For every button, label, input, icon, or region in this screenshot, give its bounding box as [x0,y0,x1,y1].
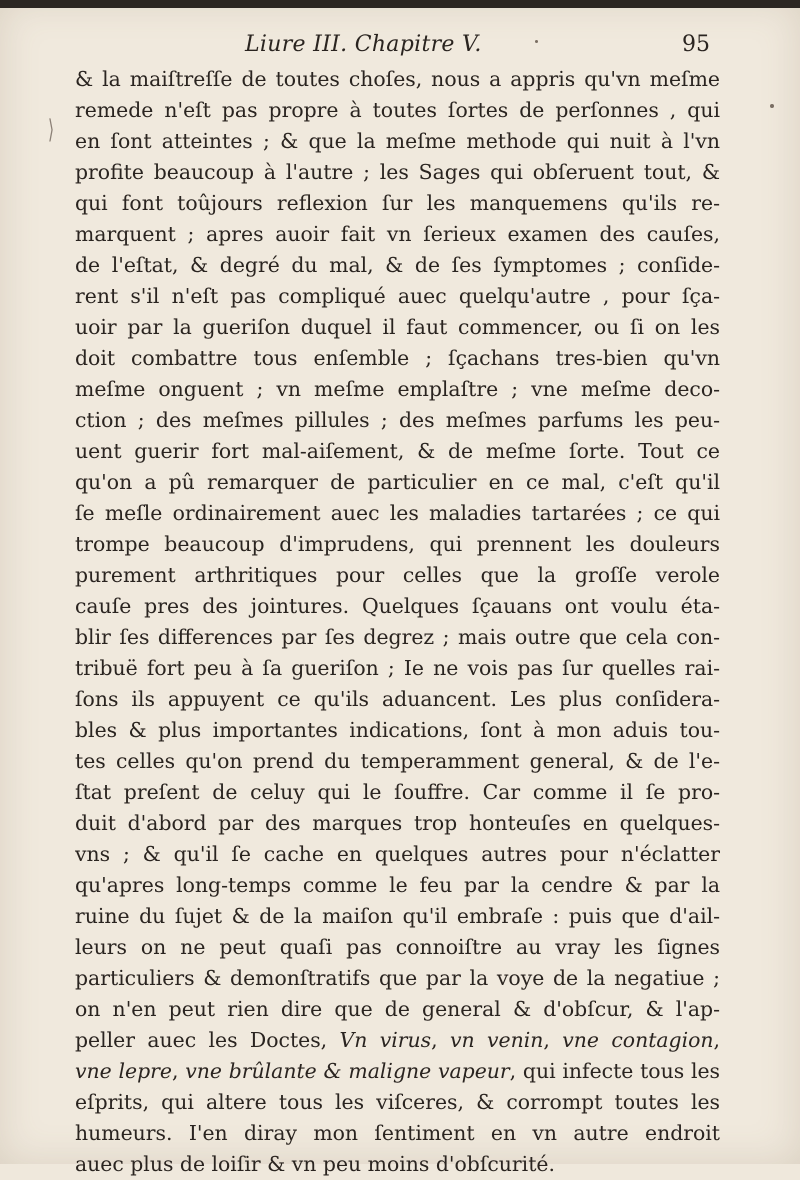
text-line [75,622,720,653]
text-segment: qu'on a pû remarquer de particulier en ce mal, c'eſt qu'il [75,470,720,494]
italic-phrase: vne contagion [562,1028,714,1052]
text-segment: on n'en peut rien dire que de general & d'obſcur, & l'ap- [75,997,720,1021]
text-line [75,1149,720,1180]
text-line [75,281,720,312]
text-line [75,653,720,684]
text-segment: , [171,1059,186,1083]
ink-speck [770,104,774,108]
text-segment: qui font toûjours reflexion ſur les manquemens qu'ils re- [75,191,720,215]
text-segment: humeurs. I'en diray mon ſentiment en vn autre endroit [75,1121,720,1145]
text-segment: trompe beaucoup d'imprudens, qui prennent les douleurs [75,532,720,556]
text-segment: uent guerir fort mal-aiſement, & de meſme ſorte. Tout ce [75,439,720,463]
text-segment: qu'apres long-temps comme le feu par la cendre & par la [75,873,720,897]
text-segment: peller auec les Doctes, [75,1028,340,1052]
text-segment: eſprits, qui altere tous les viſceres, & corrompt toutes les [75,1090,720,1114]
text-segment: , [713,1028,720,1052]
text-segment: meſme onguent ; vn meſme emplaſtre ; vne meſme deco- [75,377,720,401]
text-line [75,467,720,498]
ink-speck [535,40,538,43]
text-segment: doit combattre tous enſemble ; ſçachans tres-bien qu'vn [75,346,720,370]
text-line [75,343,720,374]
text-segment: marquent ; apres auoir fait vn ſerieux examen des cauſes, [75,222,720,246]
text-segment: bles & plus importantes indications, ſont à mon aduis tou- [75,718,720,742]
page-number: 95 [682,32,710,57]
text-segment: , [543,1028,563,1052]
text-line [75,250,720,281]
text-line [75,405,720,436]
text-line [75,219,720,250]
text-segment: blir ſes differences par ſes degrez ; mais outre que cela con- [75,625,720,649]
text-line [75,1056,720,1087]
text-segment: de l'eſtat, & degré du mal, & de ſes ſymptomes ; conſide- [75,253,720,277]
text-segment: vns ; & qu'il ſe cache en quelques autres pour n'éclatter [75,842,720,866]
text-segment: ruine du ſujet & de la maiſon qu'il embraſe : puis que d'ail- [75,904,720,928]
text-segment: , qui infecte tous les [509,1059,720,1083]
margin-bracket-mark: ⟩ [48,115,55,145]
text-segment: purement arthritiques pour celles que la groſſe verole [75,563,720,587]
text-segment: uoir par la gueriſon duquel il faut commencer, ou ſi on les [75,315,720,339]
text-line [75,870,720,901]
text-line [75,1025,720,1056]
text-line [75,839,720,870]
text-segment: remede n'eſt pas propre à toutes ſortes de perſonnes , qui [75,98,720,122]
text-line [75,1118,720,1149]
text-segment: tes celles qu'on prend du temperamment general, & de l'e- [75,749,720,773]
italic-phrase: vne lepre [75,1059,172,1083]
body-text [75,64,720,1180]
text-line [75,777,720,808]
text-line [75,591,720,622]
text-line [75,901,720,932]
text-line [75,932,720,963]
text-line [75,436,720,467]
text-segment: & la maiſtreſſe de toutes choſes, nous a appris qu'vn meſme [75,67,720,91]
text-segment: duit d'abord par des marques trop honteuſes en quelques- [75,811,720,835]
text-line [75,529,720,560]
text-line [75,994,720,1025]
text-segment: , [431,1028,451,1052]
page-top-edge [0,0,800,8]
italic-phrase: vn venin [450,1028,544,1052]
text-line [75,684,720,715]
text-segment: ſons ils appuyent ce qu'ils aduancent. Les plus conſidera- [75,687,720,711]
text-line [75,157,720,188]
running-head [0,30,800,64]
text-line [75,715,720,746]
text-line [75,808,720,839]
text-line [75,1087,720,1118]
text-line [75,963,720,994]
text-line [75,560,720,591]
text-line [75,64,720,95]
text-line [75,374,720,405]
text-segment: en ſont atteintes ; & que la meſme methode qui nuit à l'vn [75,129,720,153]
italic-phrase: Vn virus [339,1028,432,1052]
text-segment: particuliers & demonſtratifs que par la voye de la negatiue ; [75,966,720,990]
text-line [75,746,720,777]
text-segment: ction ; des meſmes pillules ; des meſmes parfums les peu- [75,408,720,432]
text-line [75,312,720,343]
text-segment: profite beaucoup à l'autre ; les Sages qui obſeruent tout, & [75,160,720,184]
text-segment: cauſe pres des jointures. Quelques ſçauans ont voulu éta- [75,594,720,618]
text-segment: rent s'il n'eſt pas compliqué auec quelqu'autre , pour ſça- [75,284,720,308]
text-line [75,95,720,126]
text-line [75,126,720,157]
italic-phrase: vne brûlante & maligne vapeur [185,1059,510,1083]
text-segment: ſe meſle ordinairement auec les maladies tartarées ; ce qui [75,501,720,525]
text-line [75,498,720,529]
text-segment: leurs on ne peut quaſi pas connoiſtre au vray les ſignes [75,935,720,959]
text-segment: tribuë fort peu à ſa gueriſon ; Ie ne vois pas ſur quelles rai- [75,656,720,680]
text-segment: auec plus de loiſir & vn peu moins d'obſcurité. [75,1152,555,1176]
text-line [75,188,720,219]
running-head-title: Liure III. Chapitre V. [245,32,482,57]
text-segment: ſtat preſent de celuy qui le ſouffre. Car comme il ſe pro- [75,780,720,804]
